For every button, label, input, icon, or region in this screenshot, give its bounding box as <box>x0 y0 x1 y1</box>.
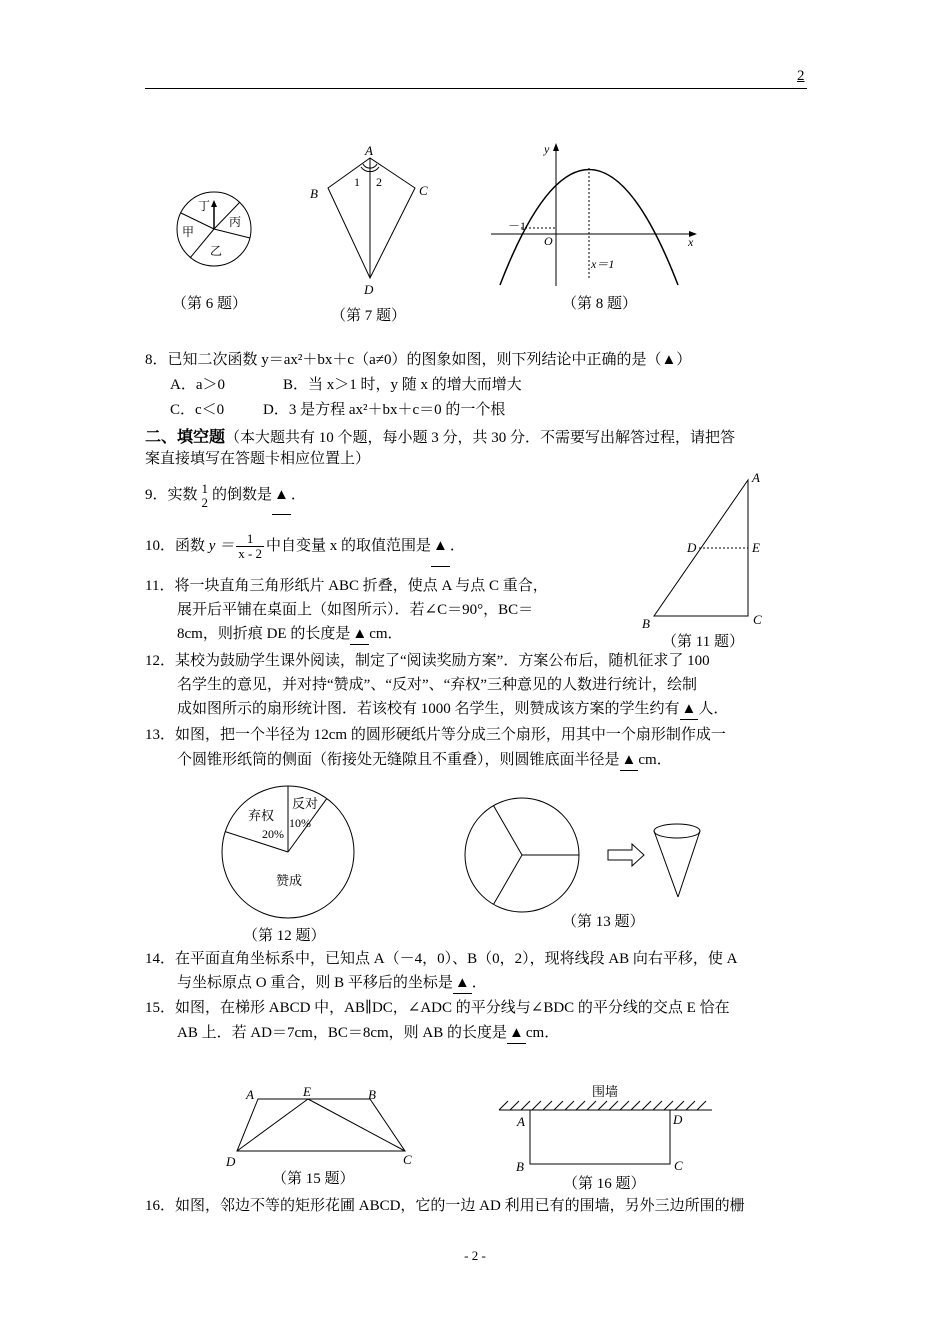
q13-line2 <box>177 750 672 771</box>
fig12-label-abstain-pct: 20% <box>262 827 284 841</box>
q12-line3-pre: 成如图所示的扇形统计图．若该校有 1000 名学生，则赞成该方案的学生约有 <box>177 701 680 717</box>
fig11-label-d: D <box>687 540 697 555</box>
q15-line2-pre: AB 上．若 AD＝7cm，BC＝8cm，则 AB 的长度是 <box>177 1025 508 1041</box>
q9 <box>145 476 306 515</box>
fig16-wall-hatching <box>499 1101 706 1110</box>
q8-option-c: C．c＜0 <box>170 402 225 418</box>
fig16-label-a: A <box>517 1114 525 1129</box>
fig8-label-y: y <box>544 142 550 156</box>
q14-line1: 14．在平面直角坐标系中，已知点 A（－4，0）、B（0，2），现将线段 AB 向右平移，使 A <box>145 951 738 967</box>
fig7-angle-2: 2 <box>376 175 382 189</box>
q13-line2-post: cm． <box>638 752 672 768</box>
figure-8-parabola <box>488 138 703 290</box>
fig15-label-b: B <box>368 1087 376 1102</box>
q11-line3-pre: 8cm，则折痕 DE 的长度是 <box>177 626 351 642</box>
q9-end: ． <box>290 487 306 503</box>
fig16-fence-rect <box>530 1110 670 1164</box>
figure-13-caption: （第 13 题） <box>562 914 645 930</box>
q8-option-b: B．当 x＞1 时，y 随 x 的增大而增大 <box>283 377 522 393</box>
q10-blank: ▲ <box>431 526 450 567</box>
figure-6-caption: （第 6 题） <box>172 296 248 312</box>
q10-num: 1 <box>236 532 264 547</box>
q13-line2-pre: 个圆锥形纸筒的侧面（衔接处无缝隙且不重叠），则圆锥底面半径是 <box>177 752 620 768</box>
q12-line3 <box>177 699 728 720</box>
q10-var: y ＝ <box>208 538 235 554</box>
fig8-label-x: x <box>688 235 694 249</box>
fig15-label-a: A <box>246 1087 254 1102</box>
fig6-label-jia: 甲 <box>182 225 195 239</box>
fig15-label-d: D <box>226 1154 236 1169</box>
fig7-label-a: A <box>365 143 373 158</box>
fig6-label-bing: 丙 <box>229 215 242 229</box>
figure-13-circle-cone <box>460 795 720 915</box>
q15-line1: 15．如图，在梯形 ABCD 中，AB∥DC，∠ADC 的平分线与∠BDC 的平分线的交点 E 恰在 <box>145 1000 730 1016</box>
q15-blank: ▲ <box>507 1023 526 1044</box>
q11-blank: ▲ <box>350 624 369 645</box>
q13-line1: 13．如图，把一个半径为 12cm 的圆形硬纸片等分成三个扇形，用其中一个扇形制作成一 <box>145 727 726 743</box>
q10-end: ． <box>449 538 465 554</box>
q9-den: 2 <box>201 494 209 510</box>
figure-15-caption: （第 15 题） <box>272 1171 355 1187</box>
fig13-cone-top <box>654 824 700 838</box>
q14-line2-pre: 与坐标原点 O 重合，则 B 平移后的坐标是 <box>177 975 453 991</box>
fig8-curve <box>500 170 678 286</box>
q9-num: 1 <box>201 480 209 496</box>
q10-pre: 10．函数 <box>145 538 206 554</box>
q8-option-d: D．3 是方程 ax²＋bx＋c＝0 的一个根 <box>263 402 506 418</box>
fig6-label-ding: 丁 <box>198 199 211 213</box>
section-2-title: 二、填空题 <box>145 427 226 446</box>
figure-11-triangle <box>636 466 776 632</box>
figure-16-fence <box>494 1080 719 1175</box>
q8-stem: 8．已知二次函数 y＝ax²＋bx＋c（a≠0）的图象如图，则下列结论中正确的是（▲） <box>145 352 692 368</box>
q9-blank: ▲ <box>272 476 291 515</box>
fig7-label-c: C <box>419 183 428 198</box>
q9-post: 的倒数是 <box>212 487 273 503</box>
fig8-label-axis: x＝1 <box>591 257 615 271</box>
figure-12-caption: （第 12 题） <box>243 928 326 944</box>
figure-15-trapezoid <box>220 1082 420 1170</box>
footer-page-number: - 2 - <box>464 1248 486 1263</box>
q15-line2 <box>177 1023 559 1044</box>
q16-line1: 16．如图，邻边不等的矩形花圃 ABCD，它的一边 AD 利用已有的围墙，另外三边所围的栅 <box>145 1198 745 1214</box>
q15-line2-post: cm． <box>525 1025 560 1041</box>
q12-line2: 名学生的意见，并对持“赞成”、“反对”、“弃权”三种意见的人数进行统计，绘制 <box>177 677 697 693</box>
fig12-label-oppose-pct: 10% <box>289 816 311 830</box>
figure-6-spinner <box>170 190 260 270</box>
q14-line2 <box>177 973 487 994</box>
q11-line3-post: cm． <box>369 626 403 642</box>
fig12-label-oppose: 反对 <box>292 796 319 811</box>
fig8-label-neg1: －1 <box>508 219 527 233</box>
figure-12-pie-chart <box>218 782 358 922</box>
q10-post: 中自变量 x 的取值范围是 <box>266 538 432 554</box>
q10-den: x - 2 <box>238 546 263 562</box>
q12-line3-post: 人． <box>698 701 729 717</box>
q11-line2: 展开后平铺在桌面上（如图所示）．若∠C＝90°，BC＝ <box>177 602 534 618</box>
q11-line3 <box>177 624 403 645</box>
q10-fraction <box>236 532 264 561</box>
q13-blank: ▲ <box>620 750 639 771</box>
q9-fraction <box>200 482 211 510</box>
figure-11-caption: （第 11 题） <box>662 634 744 650</box>
q12-blank: ▲ <box>680 699 699 720</box>
fig11-label-c: C <box>753 612 762 627</box>
figure-16-caption: （第 16 题） <box>563 1176 646 1192</box>
q14-blank: ▲ <box>453 973 472 994</box>
fig15-label-c: C <box>403 1152 412 1167</box>
fig16-label-d: D <box>673 1112 683 1127</box>
fig7-label-d: D <box>364 282 374 297</box>
header-rule <box>145 88 807 89</box>
fig7-label-b: B <box>310 186 318 201</box>
fig12-label-agree: 赞成 <box>276 873 303 888</box>
fig13-arrow <box>608 844 644 866</box>
fig6-label-yi: 乙 <box>210 244 223 258</box>
fig8-label-o: O <box>544 234 553 248</box>
section-2-heading <box>145 427 735 448</box>
fig12-label-abstain: 弃权 <box>248 808 275 823</box>
section-2-desc-cont: 案直接填写在答题卡相应位置上） <box>145 451 371 467</box>
q8-option-a: A．a＞0 <box>170 377 225 393</box>
fig16-label-wall: 围墙 <box>592 1084 619 1099</box>
fig15-label-e: E <box>303 1084 311 1099</box>
fig7-angle-1: 1 <box>354 175 360 189</box>
fig16-label-c: C <box>674 1158 683 1173</box>
figure-7-kite <box>305 142 435 298</box>
figure-7-caption: （第 7 题） <box>331 308 407 324</box>
q9-pre: 9．实数 <box>145 487 198 503</box>
q12-line1: 12．某校为鼓励学生课外阅读，制定了“阅读奖励方案”．方案公布后，随机征求了 100 <box>145 653 710 669</box>
section-2-desc: （本大题共有 10 个题，每小题 3 分，共 30 分．不需要写出解答过程，请把答 <box>225 430 736 446</box>
q10 <box>145 526 465 567</box>
fig11-label-e: E <box>752 540 760 555</box>
figure-8-caption: （第 8 题） <box>562 296 638 312</box>
fig11-label-a: A <box>752 470 760 485</box>
q14-line2-post: ． <box>471 975 487 991</box>
fig11-label-b: B <box>642 616 650 631</box>
fig16-label-b: B <box>516 1159 524 1174</box>
q11-line1: 11．将一块直角三角形纸片 ABC 折叠，使点 A 与点 C 重合， <box>145 578 548 594</box>
header-page-number: 2 <box>797 68 805 84</box>
